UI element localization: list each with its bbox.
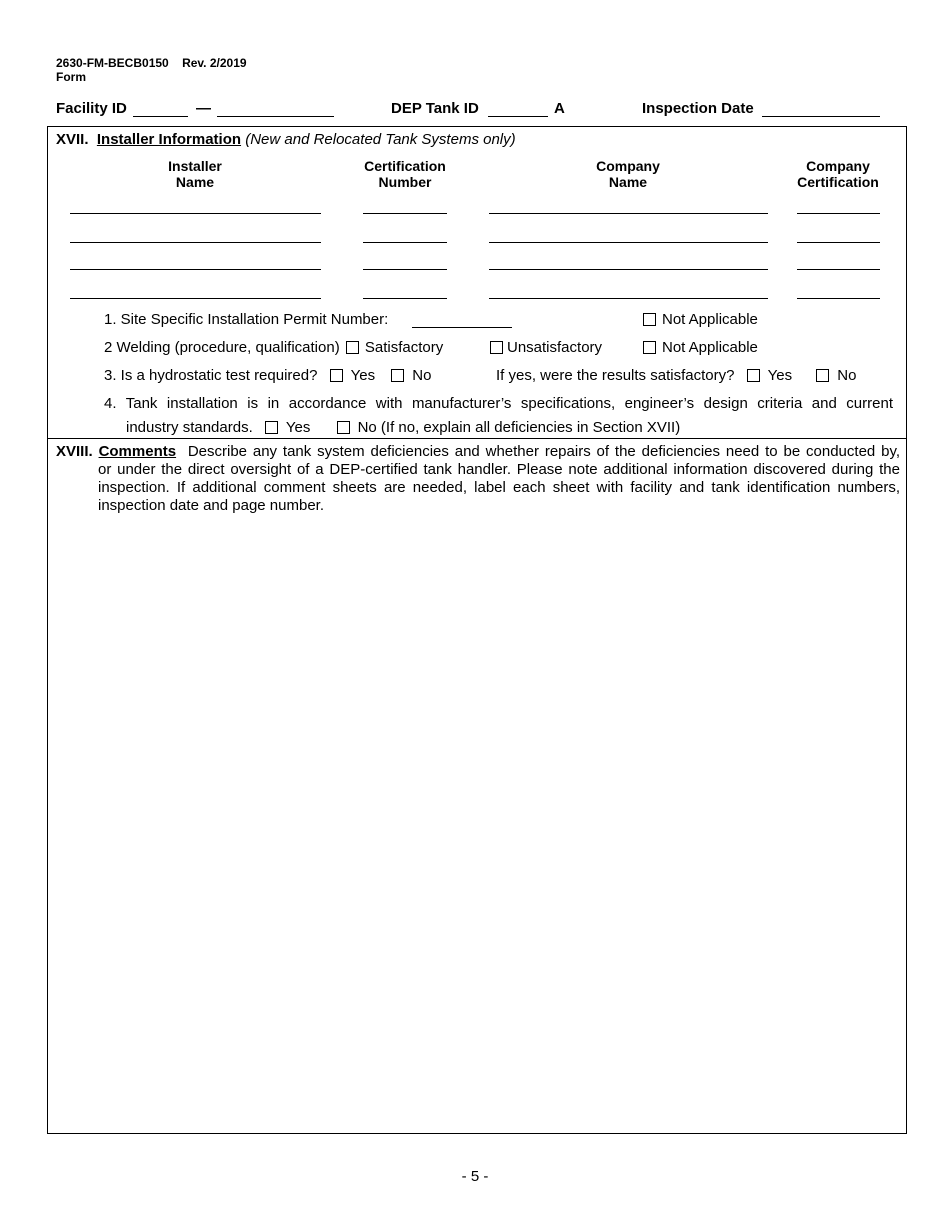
section17-number: XVII.	[56, 131, 89, 148]
facility-id-label: Facility ID	[56, 100, 127, 117]
company-name-field[interactable]	[489, 242, 768, 243]
col-company-certification-line2: Certification	[797, 174, 879, 190]
q3-followup	[496, 367, 856, 385]
q4-label: 4. Tank installation is in accordance with manufacturer’s specifications, engineer’s design criteria and current	[104, 395, 893, 412]
certification-number-field[interactable]	[363, 242, 447, 243]
col-certification-number	[345, 158, 465, 190]
tank-id-label: DEP Tank ID	[391, 100, 479, 117]
q2-unsatisfactory-checkbox[interactable]	[490, 341, 503, 354]
section18-text: or under the direct oversight of a DEP-certified tank handler. Please note additional information discovered during the inspection. If additional comment sheets are needed, label each sheet with facility and tank identification numbers, inspection date and page number.	[98, 461, 900, 514]
q3-no-label: No	[412, 367, 432, 384]
company-certification-field[interactable]	[797, 269, 880, 270]
q3-results-yes-checkbox[interactable]	[747, 369, 760, 382]
col-installer-name	[145, 158, 245, 190]
q1-label: 1. Site Specific Installation Permit Number:	[104, 311, 389, 328]
company-certification-field[interactable]	[797, 242, 880, 243]
company-name-field[interactable]	[489, 213, 768, 214]
certification-number-field[interactable]	[363, 298, 447, 299]
q2-label-text: 2 Welding (procedure, qualification)	[104, 339, 340, 356]
q2-label	[104, 339, 443, 357]
q2-unsatisfactory	[490, 339, 602, 357]
form-code	[56, 56, 247, 70]
section17-title: Installer Information	[96, 131, 242, 148]
col-company-certification-line1: Company	[806, 158, 870, 174]
certification-number-field[interactable]	[363, 213, 447, 214]
tank-id-field[interactable]	[488, 116, 548, 117]
section17-heading	[56, 131, 516, 149]
company-certification-field[interactable]	[797, 298, 880, 299]
installer-name-field[interactable]	[70, 269, 321, 270]
col-company-name-line1: Company	[596, 158, 660, 174]
q3-no-checkbox[interactable]	[391, 369, 404, 382]
installer-name-field[interactable]	[70, 242, 321, 243]
col-certification-number-line1: Certification	[364, 158, 446, 174]
q2-not-applicable-checkbox[interactable]	[643, 341, 656, 354]
q2-satisfactory-label: Satisfactory	[364, 339, 444, 356]
col-company-name-line2: Name	[608, 174, 648, 190]
q4-no-label: No (If no, explain all deficiencies in Section XVII)	[357, 419, 681, 436]
inspection-date-field[interactable]	[762, 116, 880, 117]
col-installer-name-line2: Name	[175, 174, 215, 190]
q1-not-applicable-checkbox[interactable]	[643, 313, 656, 326]
section17-subtitle: (New and Relocated Tank Systems only)	[245, 131, 516, 148]
q4-yes-checkbox[interactable]	[265, 421, 278, 434]
company-name-field[interactable]	[489, 269, 768, 270]
q3-yes-checkbox[interactable]	[330, 369, 343, 382]
installer-name-field[interactable]	[70, 213, 321, 214]
q3-results-no-checkbox[interactable]	[816, 369, 829, 382]
company-name-field[interactable]	[489, 298, 768, 299]
q2-unsatisfactory-label: Unsatisfactory	[507, 339, 603, 356]
section18-title: Comments	[98, 443, 177, 460]
q2-not-applicable	[643, 339, 758, 357]
q3-followup-text: If yes, were the results satisfactory?	[496, 367, 735, 384]
page-number: - 5 -	[461, 1168, 489, 1185]
inspection-date-label: Inspection Date	[642, 100, 754, 117]
installer-name-field[interactable]	[70, 298, 321, 299]
form-code-text: 2630-FM-BECB0150	[56, 56, 169, 70]
section18-heading	[56, 443, 900, 461]
facility-id-field-1[interactable]	[133, 116, 188, 117]
q2-satisfactory-checkbox[interactable]	[346, 341, 359, 354]
q4-continuation: industry standards.	[126, 419, 253, 436]
facility-id-dash: —	[196, 100, 211, 117]
q3-yes-label: Yes	[350, 367, 376, 384]
tank-id-suffix: A	[554, 100, 565, 117]
q3-label-text: 3. Is a hydrostatic test required?	[104, 367, 318, 384]
q4-yes-label: Yes	[285, 419, 311, 436]
col-company-certification	[788, 158, 888, 190]
col-company-name	[578, 158, 678, 190]
form-revision: Rev. 2/2019	[182, 56, 247, 70]
section18-text-first-line: Describe any tank system deficiencies and whether repairs of the deficiencies need to be conducted by,	[187, 443, 901, 460]
q3-results-no-label: No	[837, 367, 857, 384]
certification-number-field[interactable]	[363, 269, 447, 270]
q1-not-applicable-label: Not Applicable	[662, 311, 758, 328]
facility-id-field-2[interactable]	[217, 116, 334, 117]
col-certification-number-line2: Number	[378, 174, 432, 190]
company-certification-field[interactable]	[797, 213, 880, 214]
q3-results-yes-label: Yes	[767, 367, 793, 384]
q3-label	[104, 367, 431, 385]
col-installer-name-line1: Installer	[168, 158, 222, 174]
section-divider	[47, 438, 907, 439]
q4-no-checkbox[interactable]	[337, 421, 350, 434]
q2-not-applicable-label: Not Applicable	[662, 339, 758, 356]
section18-number: XVIII.	[56, 443, 93, 460]
q4-answers	[126, 419, 680, 437]
permit-number-field[interactable]	[412, 327, 512, 328]
q1-not-applicable	[643, 311, 758, 329]
form-type: Form	[56, 70, 86, 84]
comments-area[interactable]	[56, 520, 900, 1125]
